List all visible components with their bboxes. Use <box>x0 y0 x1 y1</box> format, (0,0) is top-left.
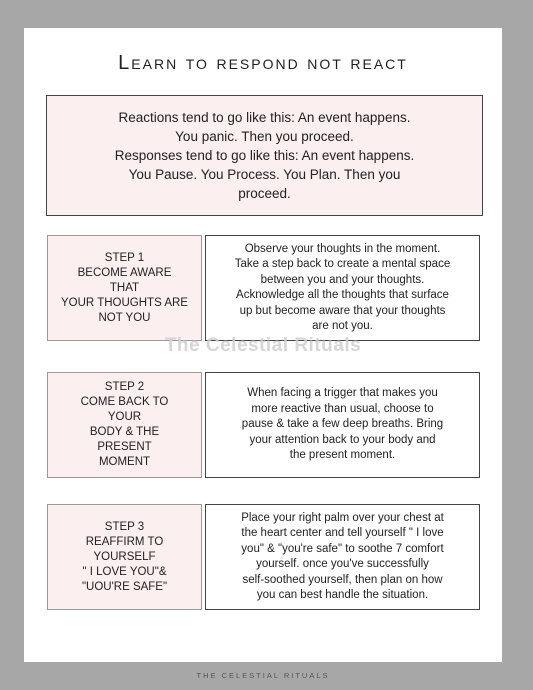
step-desc-line: up but become aware that your thoughts <box>239 304 446 317</box>
step-3 <box>47 504 480 610</box>
step-desc-line: between you and your thoughts. <box>260 273 425 286</box>
step-label-line: NOT YOU <box>98 311 151 324</box>
step-desc-line: pause & take a few deep breaths. Bring <box>241 418 444 431</box>
intro-line: Reactions tend to go like this: An event happens. <box>118 110 411 125</box>
step-desc-line: you can best handle the situation. <box>256 589 429 601</box>
step-label-line: "UOU'RE SAFE" <box>81 580 168 593</box>
step-2-label-box <box>47 372 202 478</box>
step-label-line: COME BACK TO <box>80 396 169 408</box>
step-desc-line: Place your right palm over your chest at <box>241 511 444 524</box>
step-desc-line: the present moment. <box>289 449 396 462</box>
step-label-line: MOMENT <box>98 456 151 468</box>
step-1-description-box <box>205 235 480 341</box>
intro-box <box>46 95 483 216</box>
step-desc-line: self-soothed yourself, then plan on how <box>242 573 443 586</box>
step-desc-line: are not you. <box>312 320 373 332</box>
step-desc-line: When facing a trigger that makes you <box>247 387 438 400</box>
step-desc-line: Take a step back to create a mental space <box>234 258 451 270</box>
worksheet-page <box>24 28 502 662</box>
footer-brand: THE CELESTIAL RITUALS <box>196 671 330 680</box>
page-title: Learn to respond not react <box>118 52 408 74</box>
step-label-line: REAFFIRM TO <box>85 535 164 548</box>
step-desc-line: the heart center and tell yourself " I love <box>241 527 444 539</box>
step-label-line: BODY & THE <box>89 426 160 438</box>
watermark: The Celestial Rituals <box>164 335 362 356</box>
step-label-line: " I LOVE YOU"& <box>82 565 167 578</box>
step-desc-line: Acknowledge all the thoughts that surface <box>236 289 449 301</box>
step-desc-line: yourself. once you've successfully <box>256 558 429 570</box>
step-label-line: YOURSELF <box>93 550 156 563</box>
step-2 <box>47 372 480 478</box>
step-desc-line: more reactive than usual, choose to <box>251 402 434 415</box>
step-label-line: STEP 2 <box>104 381 145 393</box>
step-label-line: STEP 1 <box>104 251 145 264</box>
step-label-line: YOUR <box>107 411 142 423</box>
step-label-line: STEP 3 <box>104 520 145 533</box>
step-desc-line: your attention back to your body and <box>249 433 436 446</box>
step-2-description-box <box>205 372 480 478</box>
step-3-label-box <box>47 504 202 610</box>
step-desc-line: you" & "you're safe" to soothe 7 comfort <box>241 542 444 555</box>
intro-line: proceed. <box>238 186 291 201</box>
step-desc-line: Observe your thoughts in the moment. <box>244 242 441 255</box>
step-3-description-box <box>205 504 480 610</box>
step-label-line: THAT <box>109 281 140 294</box>
step-label-line: PRESENT <box>97 441 152 453</box>
intro-line: You panic. Then you proceed. <box>175 129 354 144</box>
intro-line: You Pause. You Process. You Plan. Then you <box>128 167 401 182</box>
step-label-line: YOUR THOUGHTS ARE <box>61 296 188 309</box>
intro-line: Responses tend to go like this: An event happens. <box>114 148 415 163</box>
step-1-label-box <box>47 235 202 341</box>
step-1 <box>47 235 480 341</box>
step-label-line: BECOME AWARE <box>77 266 172 279</box>
